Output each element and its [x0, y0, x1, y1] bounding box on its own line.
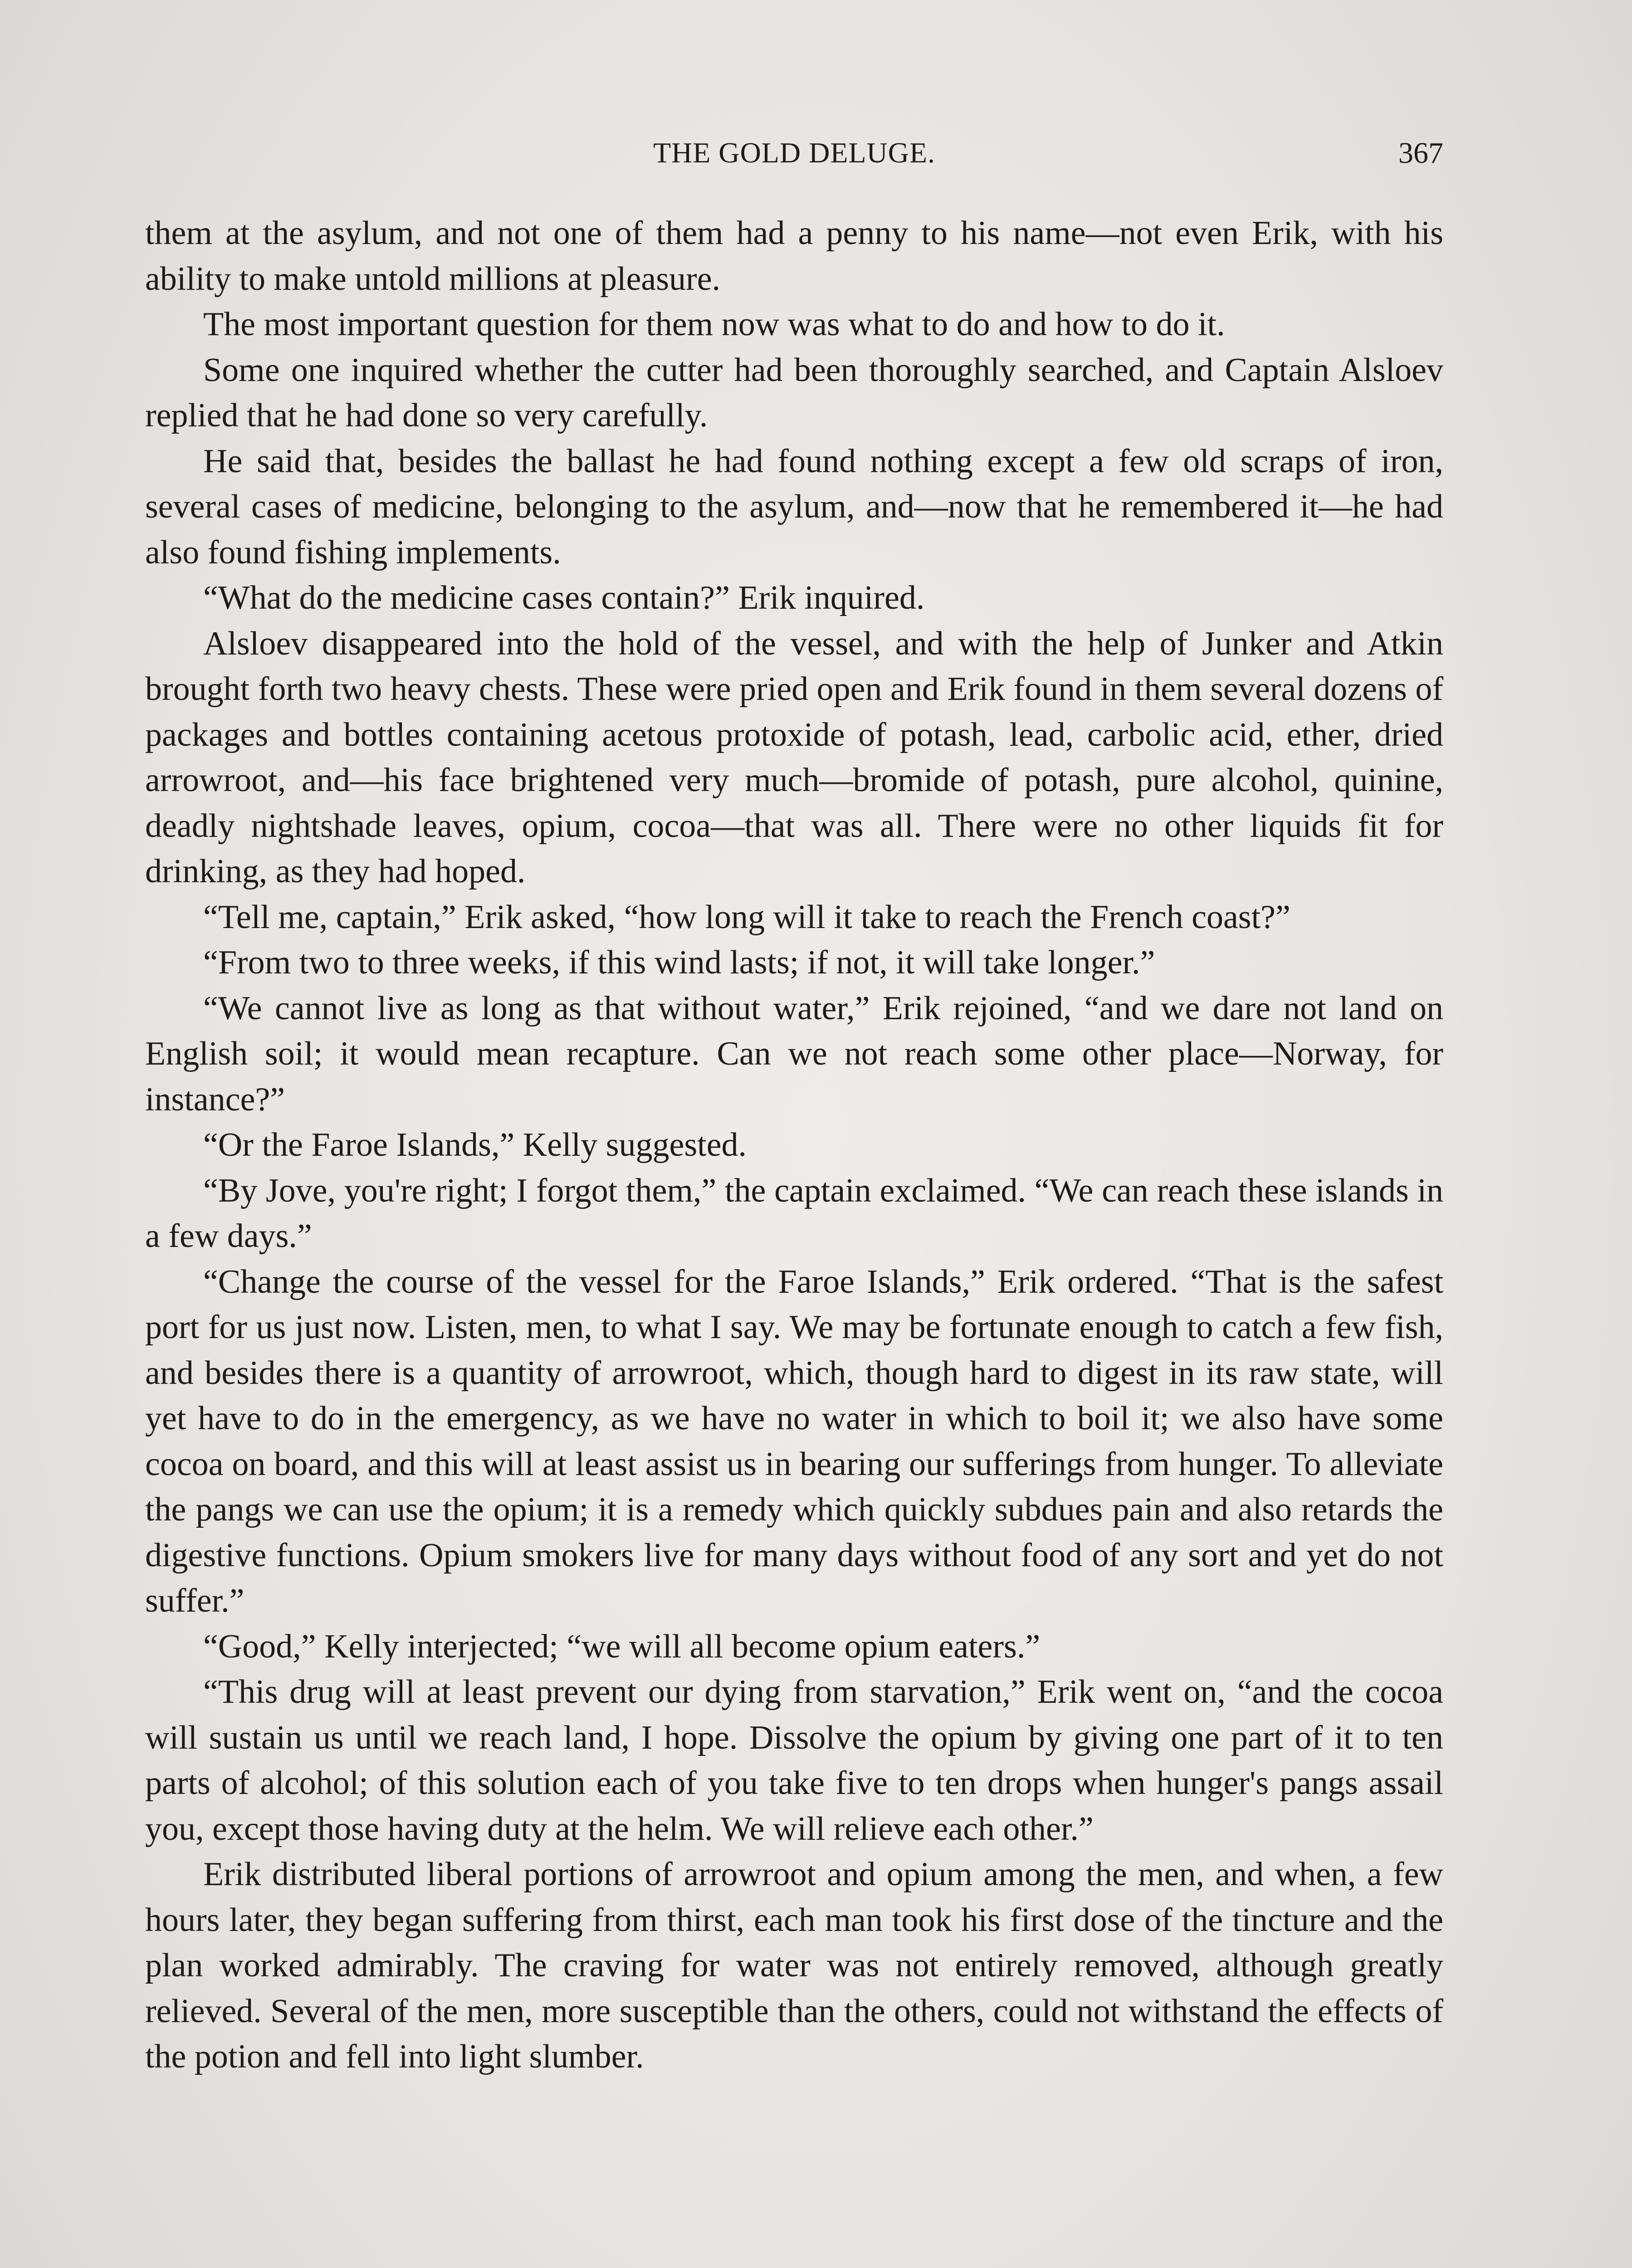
- paragraph: Erik distributed liberal portions of arrowroot and opium among the men, and when, a few hours later, they began suffering from thirst, each man took his first dose of the tincture and the plan worked admirably. The craving for water was not entirely removed, although greatly relieved. Several of the men, more susceptible than the others, could not withstand the effects of the potion and fell into light slumber.: [145, 1856, 1443, 2075]
- page-number: 367: [1398, 137, 1443, 170]
- paragraph: Some one inquired whether the cutter had been thoroughly searched, and Captain Alsloev replied that he had done so very carefully.: [145, 351, 1443, 434]
- paragraph: “This drug will at least prevent our dying from starvation,” Erik went on, “and the cocoa will sustain us until we reach land, I hope. Dissolve the opium by giving one part of it to ten parts of alcohol; of this solution each of you take five to ten drops when hunger's pangs assail you, except those having duty at the helm. We will relieve each other.”: [145, 1673, 1443, 1848]
- paragraph: “Good,” Kelly interjected; “we will all become opium eaters.”: [203, 1628, 1041, 1665]
- paragraph: Alsloev disappeared into the hold of the vessel, and with the help of Junker and Atkin brought forth two heavy chests. These were pried open and Erik found in them several dozens of packages and bottles containing acetous protoxide of potash, lead, carbolic acid, ether, dried arrowroot, and—his face brightened very much—bromide of potash, pure alcohol, quinine, deadly nightshade leaves, opium, cocoa—that was all. There were no other liquids fit for drinking, as they had hoped.: [145, 625, 1443, 890]
- page-header: [145, 136, 1443, 186]
- paragraph: He said that, besides the ballast he had found nothing except a few old scraps of iron, several cases of medicine, belonging to the asylum, and—now that he remembered it—he had also found fishing implements.: [145, 442, 1443, 571]
- body-text: [145, 210, 1443, 2080]
- paragraph: them at the asylum, and not one of them had a penny to his name—not even Erik, with his ability to make untold millions at pleasure.: [145, 215, 1443, 298]
- paragraph: “From two to three weeks, if this wind lasts; if not, it will take longer.”: [203, 944, 1155, 981]
- paragraph: “We cannot live as long as that without water,” Erik rejoined, “and we dare not land on English soil; it would mean recapture. Can we not reach some other place—Norway, for instance?”: [145, 989, 1443, 1118]
- paragraph: “Change the course of the vessel for the Faroe Islands,” Erik ordered. “That is the safest port for us just now. Listen, men, to what I say. We may be fortunate enough to catch a few fish, and besides there is a quantity of arrowroot, which, though hard to digest in its raw state, will yet have to do in the emergency, as we have no water in which to boil it; we also have some cocoa on board, and this will at least assist us in bearing our sufferings from hunger. To alleviate the pangs we can use the opium; it is a remedy which quickly subdues pain and also retards the digestive functions. Opium smokers live for many days without food of any sort and yet do not suffer.”: [145, 1263, 1443, 1619]
- paragraph: “What do the medicine cases contain?” Erik inquired.: [203, 579, 925, 616]
- paragraph: The most important question for them now was what to do and how to do it.: [203, 306, 1225, 343]
- paragraph: “Tell me, captain,” Erik asked, “how long will it take to reach the French coast?”: [203, 898, 1290, 936]
- paragraph: “By Jove, you're right; I forgot them,” the captain exclaimed. “We can reach these islands in a few days.”: [145, 1172, 1443, 1255]
- paragraph: “Or the Faroe Islands,” Kelly suggested.: [203, 1126, 747, 1163]
- running-title: THE GOLD DELUGE.: [653, 137, 936, 169]
